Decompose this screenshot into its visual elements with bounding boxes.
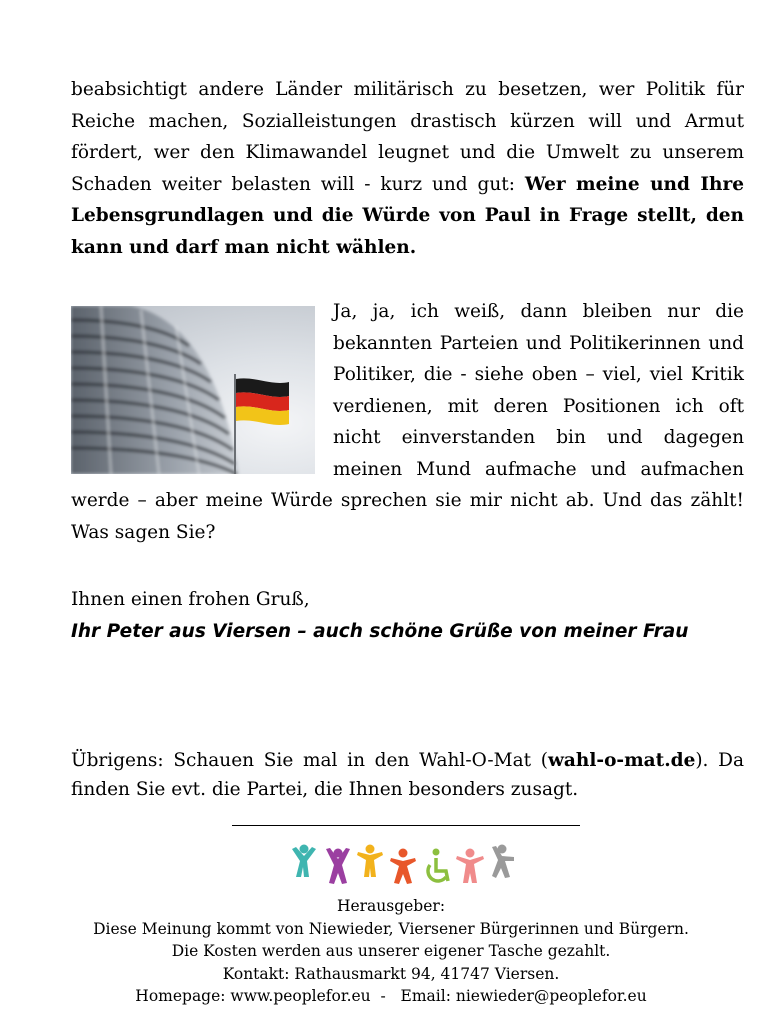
german-flag-icon xyxy=(234,374,289,474)
postscript-after: ). Da finden Sie evt. die Partei, die Ihnen besonders zusagt. xyxy=(71,750,744,800)
paragraph-with-photo xyxy=(71,296,744,548)
footer-contact: Kontakt: Rathausmarkt 94, 41747 Viersen. xyxy=(222,964,560,983)
footer xyxy=(0,895,782,1008)
postscript-before: Übrigens: Schauen Sie mal in den Wahl-O-Mat ( xyxy=(71,750,548,771)
signature: Ihr Peter aus Viersen – auch schöne Grüße von meiner Frau xyxy=(71,621,689,642)
people-figures-logo-icon xyxy=(290,843,522,887)
reichstag-dome-icon xyxy=(71,306,315,474)
paragraph-intro-text: beabsichtigt andere Länder militärisch zu besetzen, wer Politik für Reiche machen, Sozialleistungen drastisch kürzen will und Armut fördert, wer den Klimawandel leugnet und die Umwelt zu unserem Schaden weiter belasten will - kurz und gut: xyxy=(71,79,744,195)
paragraph-intro-bold: Wer meine und Ihre Lebensgrundlagen und die Würde von Paul in Frage stellt, den kann und darf man nicht wählen. xyxy=(71,173,744,258)
wahl-o-mat-link[interactable]: wahl-o-mat.de xyxy=(548,750,696,771)
footer-publisher: Diese Meinung kommt von Niewieder, Viersener Bürgerinnen und Bürgern. xyxy=(93,919,689,938)
reichstag-photo xyxy=(71,306,315,474)
footer-publisher-label: Herausgeber: xyxy=(336,897,446,915)
divider xyxy=(232,825,580,826)
footer-costs: Die Kosten werden aus unserer eigener Tasche gezahlt. xyxy=(171,942,611,960)
paragraph-response: Ja, ja, ich weiß, dann bleiben nur die bekannten Parteien und Politikerinnen und Politiker, die - siehe oben – viel, viel Kritik verdienen, mit deren Positionen ich oft nicht einverstanden bin und dagegen meinen Mund aufmache und aufmachen werde – aber meine Würde sprechen sie mir nicht ab. Und das zählt! Was sagen Sie? xyxy=(71,301,744,543)
greeting: Ihnen einen frohen Gruß, xyxy=(71,589,310,610)
paragraph-intro xyxy=(71,74,744,263)
footer-homepage-email: Homepage: www.peoplefor.eu - Email: niewieder@peoplefor.eu xyxy=(135,987,647,1005)
postscript xyxy=(71,746,744,804)
